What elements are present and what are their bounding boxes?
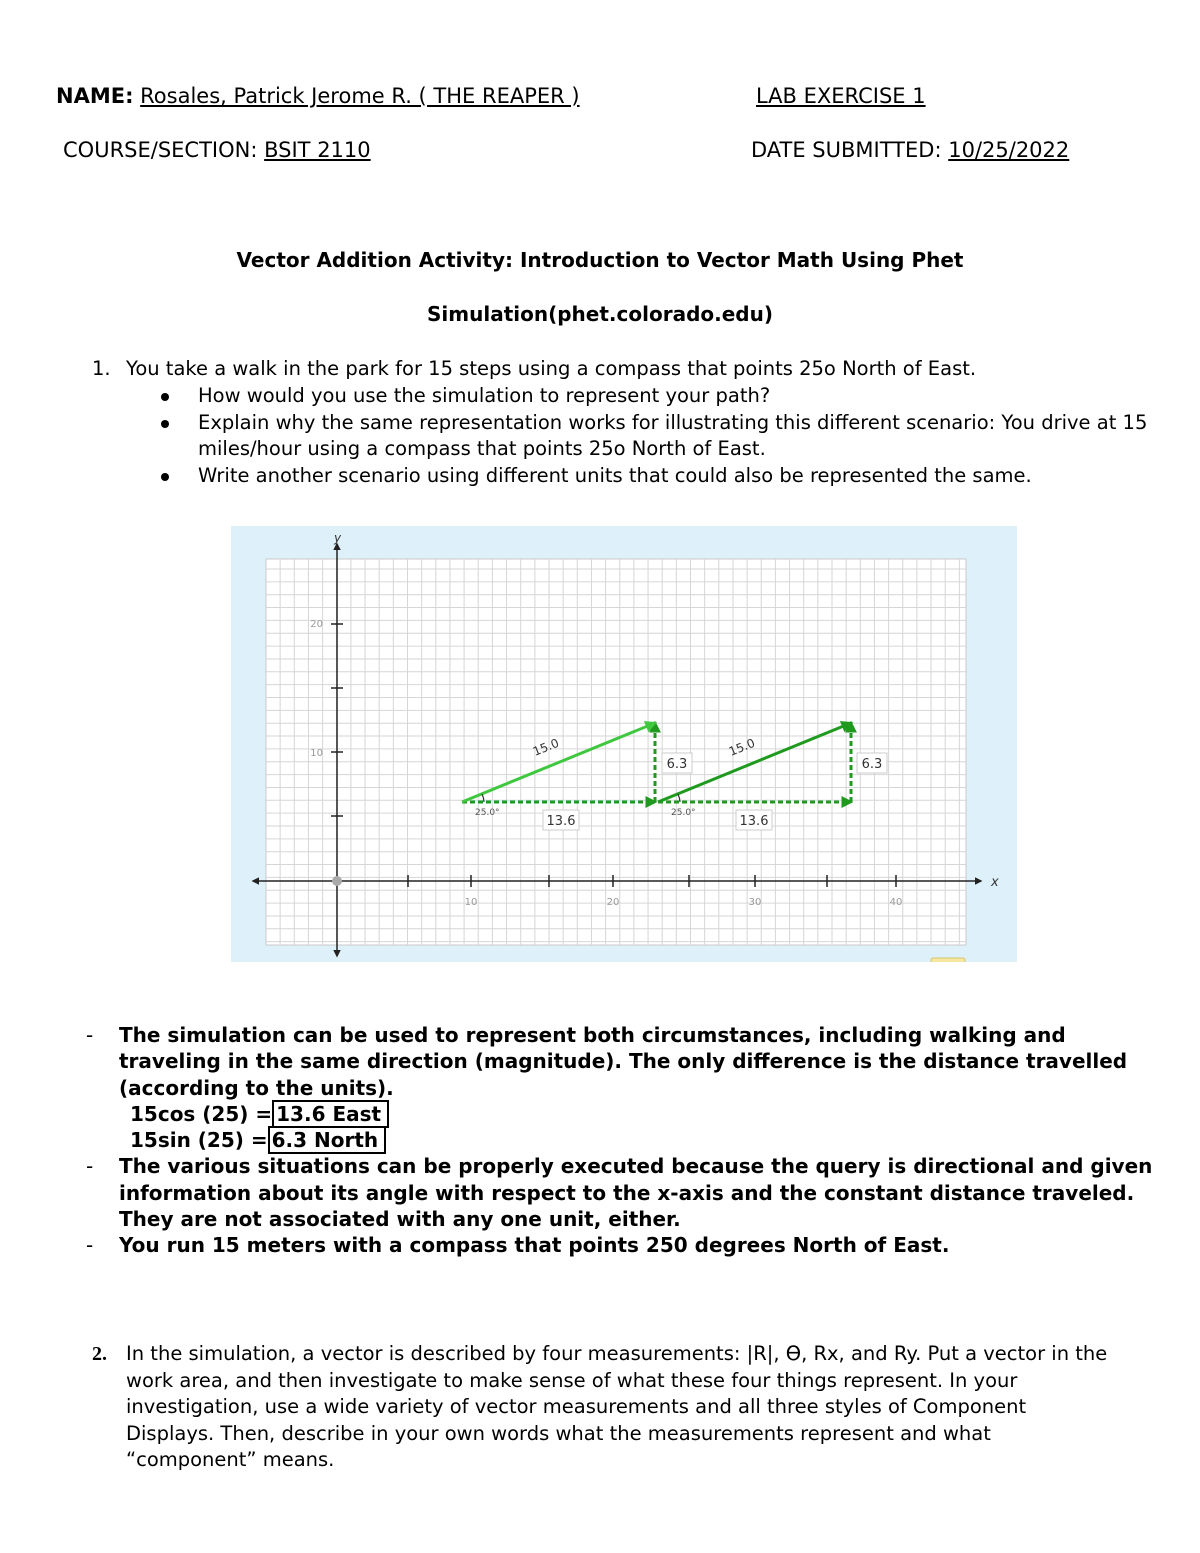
bullet-item bbox=[92, 463, 1152, 490]
name-value: Rosales, Patrick Jerome R. ( THE REAPER ) bbox=[140, 84, 580, 108]
equation-line bbox=[86, 1127, 1166, 1153]
bullet-text: How would you use the simulation to represent your path? bbox=[198, 384, 771, 407]
y-component-label: 6.3 bbox=[666, 757, 688, 772]
equation-lhs: 15cos (25) = bbox=[130, 1101, 273, 1126]
date-value: 10/25/2022 bbox=[948, 138, 1070, 162]
answer-item bbox=[86, 1153, 1166, 1232]
bullet-text: Explain why the same representation works for illustrating this different scenario: You drive at 15 miles/hour using a compass that points 25o North of East. bbox=[198, 410, 1148, 460]
y-tick-label: 20 bbox=[310, 619, 323, 630]
answers-section bbox=[86, 1022, 1166, 1259]
vector-simulation-figure bbox=[231, 526, 1017, 962]
vector-magnitude-label: 15.0 bbox=[726, 735, 757, 759]
question-1-text: You take a walk in the park for 15 steps using a compass that points 25o North of East. bbox=[126, 357, 977, 380]
course-label: COURSE/SECTION: bbox=[63, 138, 258, 162]
lab-exercise-label: LAB EXERCISE 1 bbox=[756, 84, 926, 108]
equation-result-box: 6.3 North bbox=[268, 1126, 387, 1154]
course-value: BSIT 2110 bbox=[264, 138, 371, 162]
question-1-bullets bbox=[92, 383, 1152, 489]
answer-item bbox=[86, 1232, 1166, 1258]
angle-label: 25.0° bbox=[475, 808, 500, 818]
question-2-number: 2. bbox=[92, 1343, 107, 1365]
bullet-item bbox=[92, 383, 1152, 410]
page-subtitle: Simulation(phet.colorado.edu) bbox=[427, 302, 773, 326]
dash-marker: - bbox=[86, 1233, 94, 1258]
y-tick-label: 10 bbox=[310, 748, 323, 759]
equation-line bbox=[86, 1101, 1166, 1127]
name-line bbox=[56, 84, 580, 108]
equation-result-box: 13.6 East bbox=[272, 1100, 389, 1128]
date-label: DATE SUBMITTED: bbox=[751, 138, 942, 162]
answer-item bbox=[86, 1022, 1166, 1101]
vector-magnitude-label: 15.0 bbox=[530, 735, 561, 759]
plot-area bbox=[266, 559, 966, 945]
bullet-dot-icon bbox=[161, 420, 169, 428]
x-component-label: 13.6 bbox=[739, 814, 769, 829]
angle-label: 25.0° bbox=[671, 808, 696, 818]
course-line bbox=[63, 138, 371, 162]
x-component-label: 13.6 bbox=[546, 814, 576, 829]
x-tick-label: 40 bbox=[889, 897, 903, 908]
date-line bbox=[751, 138, 1069, 162]
equation-lhs: 15sin (25) = bbox=[130, 1128, 268, 1153]
origin-handle bbox=[332, 876, 342, 886]
bullet-item bbox=[92, 410, 1152, 463]
name-label: NAME: bbox=[56, 84, 134, 108]
bullet-dot-icon bbox=[161, 393, 169, 401]
y-axis-label: y bbox=[334, 531, 342, 545]
answer-text: The various situations can be properly executed because the query is directional and given information about its angle with respect to the x-axis and the constant distance traveled. They are not associated with any one unit, either. bbox=[119, 1154, 1153, 1232]
answer-text: You run 15 meters with a compass that points 250 degrees North of East. bbox=[119, 1233, 950, 1258]
toolbox-tab bbox=[931, 958, 965, 962]
x-tick-label: 30 bbox=[748, 897, 762, 908]
x-tick-label: 10 bbox=[464, 897, 478, 908]
answer-text: The simulation can be used to represent both circumstances, including walking and traveling in the same direction (magnitude). The only difference is the distance travelled (according to the units). bbox=[119, 1023, 1128, 1100]
x-axis-label: x bbox=[991, 875, 999, 890]
y-component-label: 6.3 bbox=[861, 757, 883, 772]
dash-marker: - bbox=[86, 1023, 94, 1047]
bullet-dot-icon bbox=[161, 473, 169, 481]
page-title: Vector Addition Activity: Introduction to Vector Math Using Phet bbox=[236, 248, 964, 272]
dash-marker: - bbox=[86, 1154, 94, 1179]
question-2-text: In the simulation, a vector is described by four measurements: |R|, ϴ, Rx, and Ry. Put a vector in the work area, and then investigate to make sense of what these four things represent. In your investigation, use a wide variety of vector measurements and all three styles of Component Displays. Then, describe in your own words what the measurements represent and what “component” means. bbox=[126, 1342, 1108, 1471]
question-1-number: 1. bbox=[92, 357, 111, 380]
bullet-text: Write another scenario using different units that could also be represented the same. bbox=[198, 463, 1032, 487]
x-tick-label: 20 bbox=[606, 897, 620, 908]
